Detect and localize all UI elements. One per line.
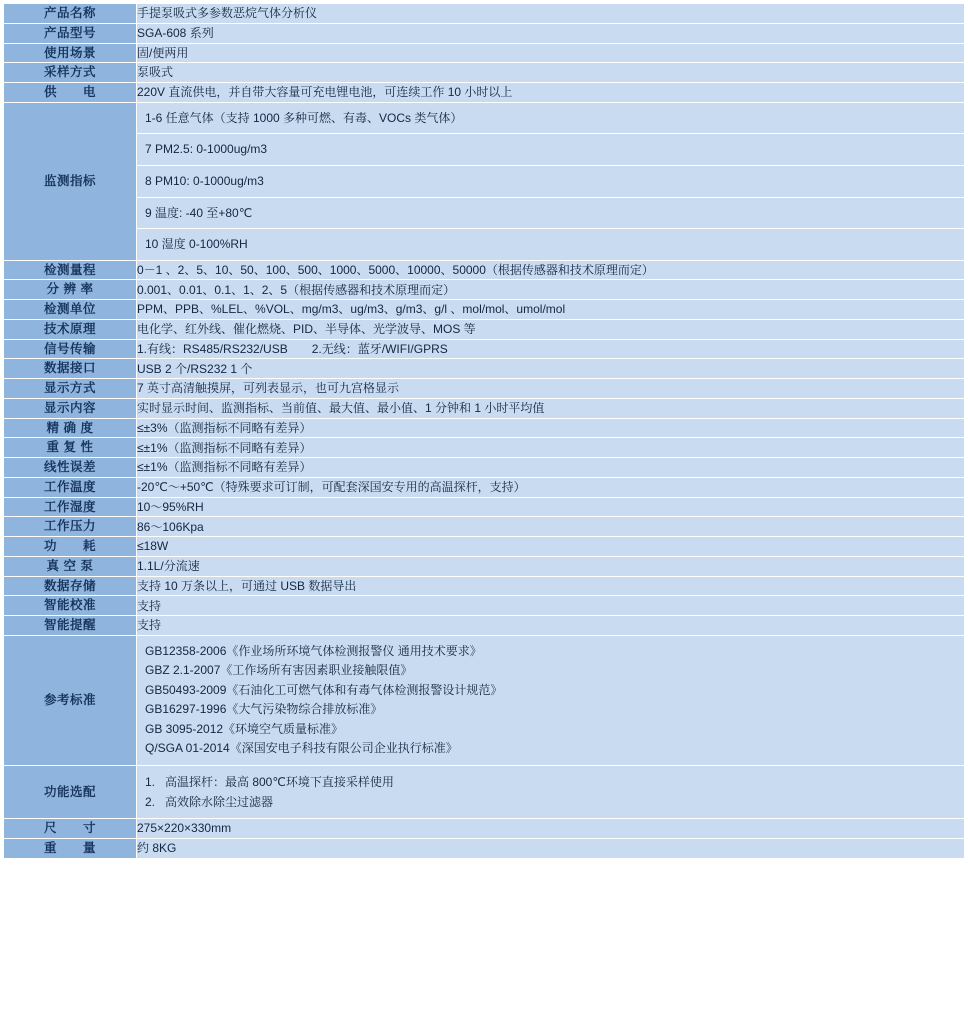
spec-value-line: GBZ 2.1-2007《工作场所有害因素职业接触限值》 bbox=[145, 663, 413, 678]
spec-label: 智能提醒 bbox=[4, 616, 137, 636]
spec-label: 技术原理 bbox=[4, 319, 137, 339]
spec-value: 电化学、红外线、催化燃烧、PID、半导体、光学波导、MOS 等 bbox=[137, 319, 965, 339]
table-row bbox=[4, 63, 965, 83]
spec-value: PPM、PPB、%LEL、%VOL、mg/m3、ug/m3、g/m3、g/l 、mol/mol、umol/mol bbox=[137, 300, 965, 320]
table-row bbox=[4, 576, 965, 596]
table-row bbox=[4, 359, 965, 379]
table-row bbox=[4, 43, 965, 63]
spec-value-line: 10 湿度 0-100%RH bbox=[145, 237, 248, 252]
table-row bbox=[4, 102, 965, 260]
table-row bbox=[4, 339, 965, 359]
spec-label: 显示内容 bbox=[4, 398, 137, 418]
spec-table-body bbox=[4, 4, 965, 859]
spec-value: 220V 直流供电，并自带大容量可充电锂电池，可连续工作 10 小时以上 bbox=[137, 83, 965, 103]
spec-label: 使用场景 bbox=[4, 43, 137, 63]
table-row bbox=[4, 398, 965, 418]
table-row bbox=[4, 556, 965, 576]
spec-value: 0－1 、2、5、10、50、100、500、1000、5000、10000、50000（根据传感器和技术原理而定） bbox=[137, 260, 965, 280]
table-row bbox=[4, 616, 965, 636]
table-row bbox=[4, 23, 965, 43]
spec-value: USB 2 个/RS232 1 个 bbox=[137, 359, 965, 379]
table-row bbox=[4, 537, 965, 557]
table-row bbox=[4, 319, 965, 339]
spec-value: 支持 bbox=[137, 616, 965, 636]
table-row bbox=[4, 418, 965, 438]
spec-label: 检测单位 bbox=[4, 300, 137, 320]
spec-value: 1.1L/分流速 bbox=[137, 556, 965, 576]
spec-value: 86～106Kpa bbox=[137, 517, 965, 537]
table-row bbox=[4, 839, 965, 859]
table-row bbox=[4, 497, 965, 517]
spec-value: -20℃～+50℃（特殊要求可订制，可配套深国安专用的高温探杆，支持） bbox=[137, 477, 965, 497]
spec-value-stack bbox=[137, 636, 964, 765]
list-item-number: 1. bbox=[145, 774, 156, 789]
spec-label: 功 耗 bbox=[4, 537, 137, 557]
spec-value: ≤±1%（监测指标不同略有差异） bbox=[137, 458, 965, 478]
spec-value: 10～95%RH bbox=[137, 497, 965, 517]
table-row bbox=[4, 819, 965, 839]
spec-value: 0.001、0.01、0.1、1、2、5（根据传感器和技术原理而定） bbox=[137, 280, 965, 300]
table-row bbox=[4, 438, 965, 458]
spec-value: 约 8KG bbox=[137, 839, 965, 859]
spec-label: 显示方式 bbox=[4, 379, 137, 399]
table-row bbox=[4, 477, 965, 497]
table-row bbox=[4, 83, 965, 103]
table-row bbox=[4, 280, 965, 300]
spec-label: 产品型号 bbox=[4, 23, 137, 43]
spec-value: 7 英寸高清触摸屏，可列表显示，也可九宫格显示 bbox=[137, 379, 965, 399]
spec-label: 检测量程 bbox=[4, 260, 137, 280]
spec-value bbox=[137, 765, 965, 819]
table-row bbox=[4, 458, 965, 478]
spec-label: 产品名称 bbox=[4, 4, 137, 24]
spec-value-line: 9 温度: -40 至+80℃ bbox=[137, 198, 964, 230]
table-row bbox=[4, 635, 965, 765]
table-row bbox=[4, 765, 965, 819]
spec-label: 数据接口 bbox=[4, 359, 137, 379]
spec-value-line: 7 PM2.5: 0-1000ug/m3 bbox=[137, 134, 964, 166]
table-row bbox=[4, 517, 965, 537]
spec-label: 参考标准 bbox=[4, 635, 137, 765]
spec-label: 线性误差 bbox=[4, 458, 137, 478]
spec-value bbox=[137, 102, 965, 260]
spec-label: 采样方式 bbox=[4, 63, 137, 83]
list-item-text: 高温探杆：最高 800℃环境下直接采样使用 bbox=[165, 774, 394, 789]
spec-label: 重 复 性 bbox=[4, 438, 137, 458]
spec-value-line: GB12358-2006《作业场所环境气体检测报警仪 通用技术要求》 bbox=[145, 643, 482, 658]
spec-label: 分 辨 率 bbox=[4, 280, 137, 300]
spec-value: ≤±3%（监测指标不同略有差异） bbox=[137, 418, 965, 438]
table-row bbox=[4, 596, 965, 616]
spec-label: 精 确 度 bbox=[4, 418, 137, 438]
spec-value: SGA-608 系列 bbox=[137, 23, 965, 43]
list-item-text: 高效除水除尘过滤器 bbox=[165, 794, 274, 809]
spec-value-line: 8 PM10: 0-1000ug/m3 bbox=[137, 166, 964, 198]
spec-value-line: 1-6 任意气体（支持 1000 多种可燃、有毒、VOCs 类气体） bbox=[137, 103, 964, 135]
spec-value-line: GB 3095-2012《环境空气质量标准》 bbox=[145, 721, 344, 736]
spec-value-line: GB50493-2009《石油化工可燃气体和有毒气体检测报警设计规范》 bbox=[145, 682, 503, 697]
spec-value: 支持 10 万条以上，可通过 USB 数据导出 bbox=[137, 576, 965, 596]
table-row bbox=[4, 260, 965, 280]
spec-table bbox=[3, 3, 965, 859]
spec-value: 泵吸式 bbox=[137, 63, 965, 83]
spec-value: ≤18W bbox=[137, 537, 965, 557]
spec-label: 尺 寸 bbox=[4, 819, 137, 839]
spec-label: 真 空 泵 bbox=[4, 556, 137, 576]
spec-label: 供 电 bbox=[4, 83, 137, 103]
spec-label: 数据存储 bbox=[4, 576, 137, 596]
list-item-number: 2. bbox=[145, 794, 156, 809]
spec-label: 功能选配 bbox=[4, 765, 137, 819]
spec-label: 重 量 bbox=[4, 839, 137, 859]
spec-label: 智能校准 bbox=[4, 596, 137, 616]
spec-value: 手提泵吸式多参数恶烷气体分析仪 bbox=[137, 4, 965, 24]
spec-value-line: Q/SGA 01-2014《深国安电子科技有限公司企业执行标准》 bbox=[145, 741, 458, 756]
spec-label: 工作压力 bbox=[4, 517, 137, 537]
spec-value: 实时显示时间、监测指标、当前值、最大值、最小值、1 分钟和 1 小时平均值 bbox=[137, 398, 965, 418]
spec-value: ≤±1%（监测指标不同略有差异） bbox=[137, 438, 965, 458]
list-item bbox=[145, 792, 956, 812]
spec-value-list bbox=[137, 766, 964, 819]
spec-value: 支持 bbox=[137, 596, 965, 616]
spec-label: 监测指标 bbox=[4, 102, 137, 260]
spec-value: 固/便两用 bbox=[137, 43, 965, 63]
spec-value-line: GB16297-1996《大气污染物综合排放标准》 bbox=[145, 702, 383, 717]
spec-label: 信号传输 bbox=[4, 339, 137, 359]
table-row bbox=[4, 4, 965, 24]
list-item bbox=[145, 772, 956, 792]
spec-label: 工作温度 bbox=[4, 477, 137, 497]
spec-value: 1.有线：RS485/RS232/USB 2.无线：蓝牙/WIFI/GPRS bbox=[137, 339, 965, 359]
table-row bbox=[4, 379, 965, 399]
spec-value: 275×220×330mm bbox=[137, 819, 965, 839]
spec-label: 工作湿度 bbox=[4, 497, 137, 517]
table-row bbox=[4, 300, 965, 320]
spec-value bbox=[137, 635, 965, 765]
